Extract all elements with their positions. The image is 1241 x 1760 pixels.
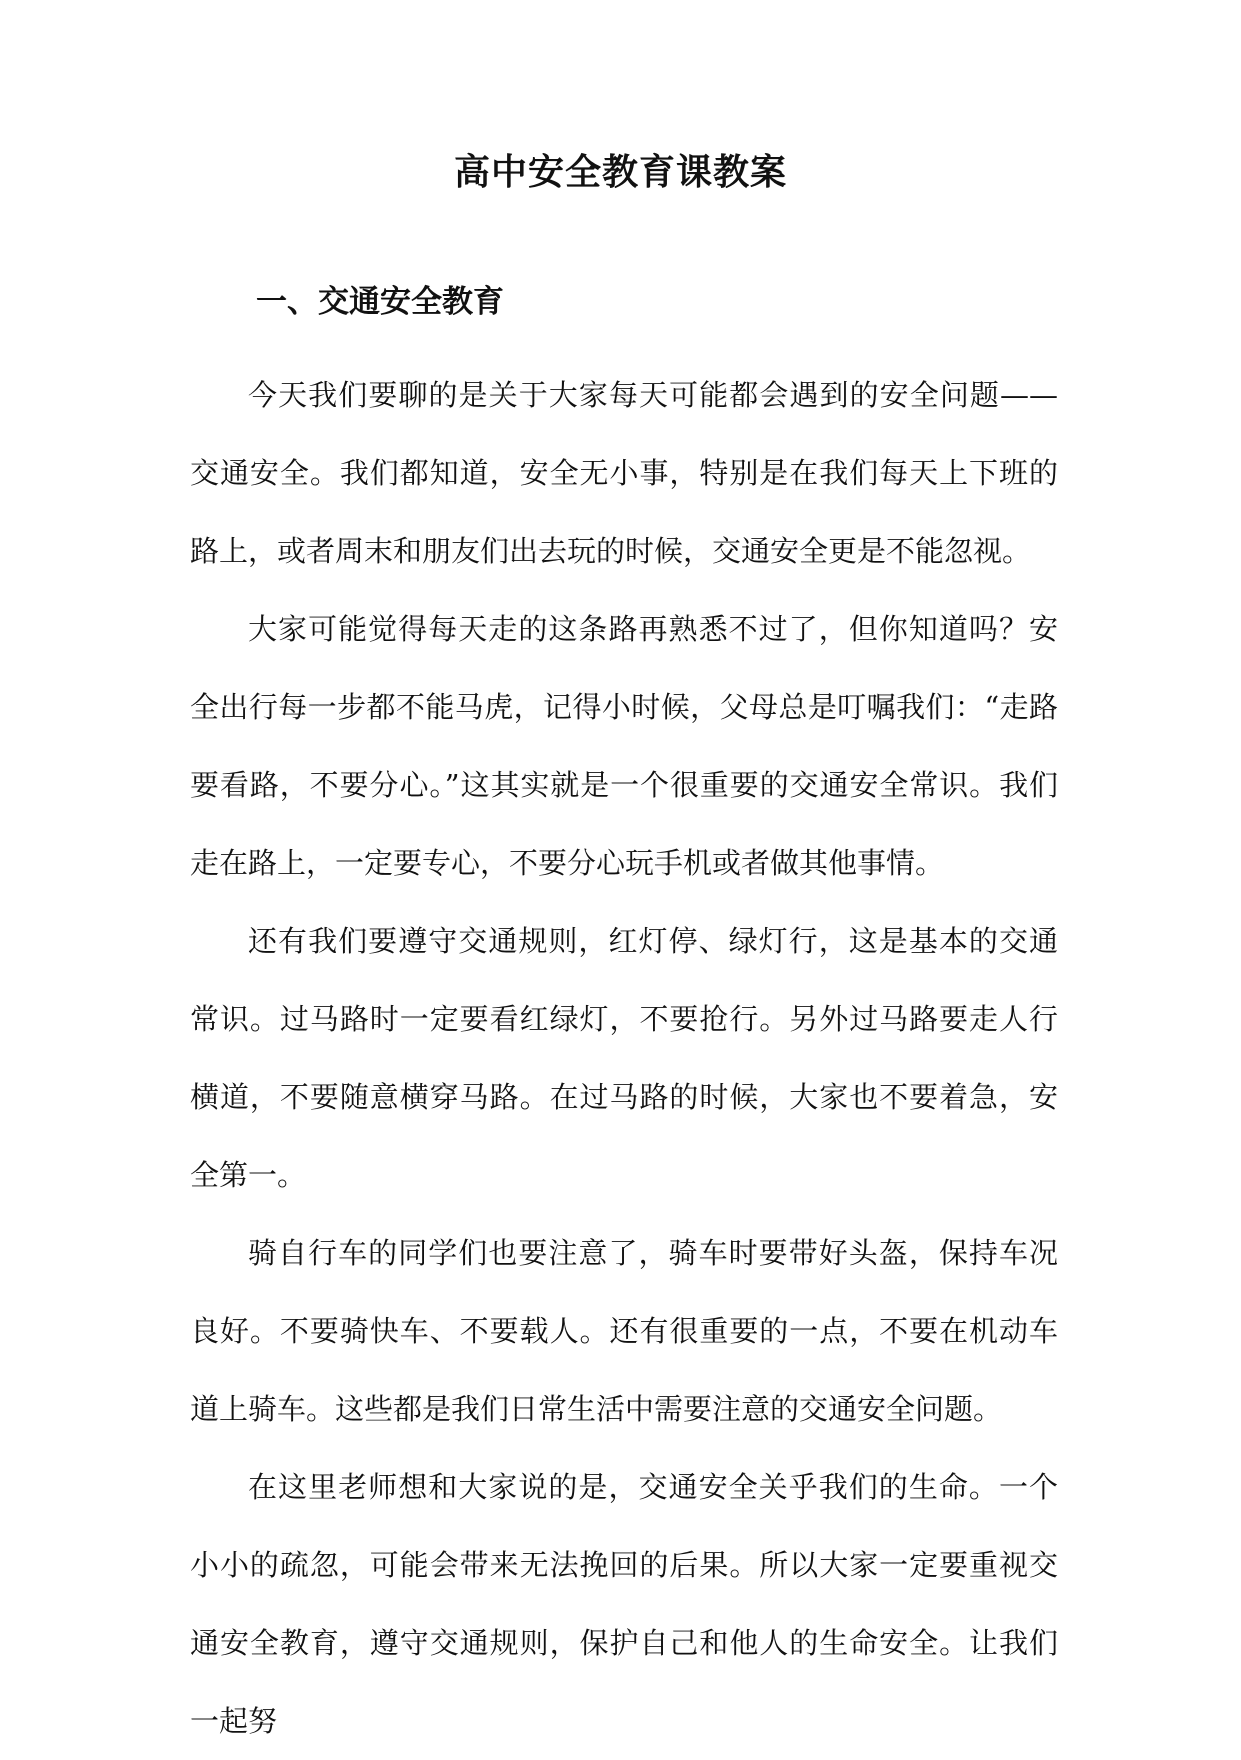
section-heading: 一、交通安全教育: [256, 284, 504, 320]
paragraph: 骑自行车的同学们也要注意了，骑车时要带好头盔，保持车况良好。不要骑快车、不要载人。还有很重要的一点，不要在机动车道上骑车。这些都是我们日常生活中需要注意的交通安全问题。: [190, 1236, 1058, 1426]
paragraph: 还有我们要遵守交通规则，红灯停、绿灯行，这是基本的交通常识。过马路时一定要看红绿灯，不要抢行。另外过马路要走人行横道，不要随意横穿马路。在过马路的时候，大家也不要着急，安全第一。: [190, 924, 1058, 1192]
document-title: 高中安全教育课教案: [453, 151, 787, 193]
paragraph: 今天我们要聊的是关于大家每天可能都会遇到的安全问题——交通安全。我们都知道，安全无小事，特别是在我们每天上下班的路上，或者周末和朋友们出去玩的时候，交通安全更是不能忽视。: [190, 378, 1058, 568]
paragraph: 在这里老师想和大家说的是，交通安全关乎我们的生命。一个小小的疏忽，可能会带来无法挽回的后果。所以大家一定要重视交通安全教育，遵守交通规则，保护自己和他人的生命安全。让我们一起努: [190, 1470, 1058, 1738]
paragraph: 大家可能觉得每天走的这条路再熟悉不过了，但你知道吗？安全出行每一步都不能马虎，记得小时候，父母总是叮嘱我们：“走路要看路，不要分心。”这其实就是一个很重要的交通安全常识。我们走在路上，一定要专心，不要分心玩手机或者做其他事情。: [190, 612, 1058, 880]
document-body: [190, 356, 1058, 1760]
